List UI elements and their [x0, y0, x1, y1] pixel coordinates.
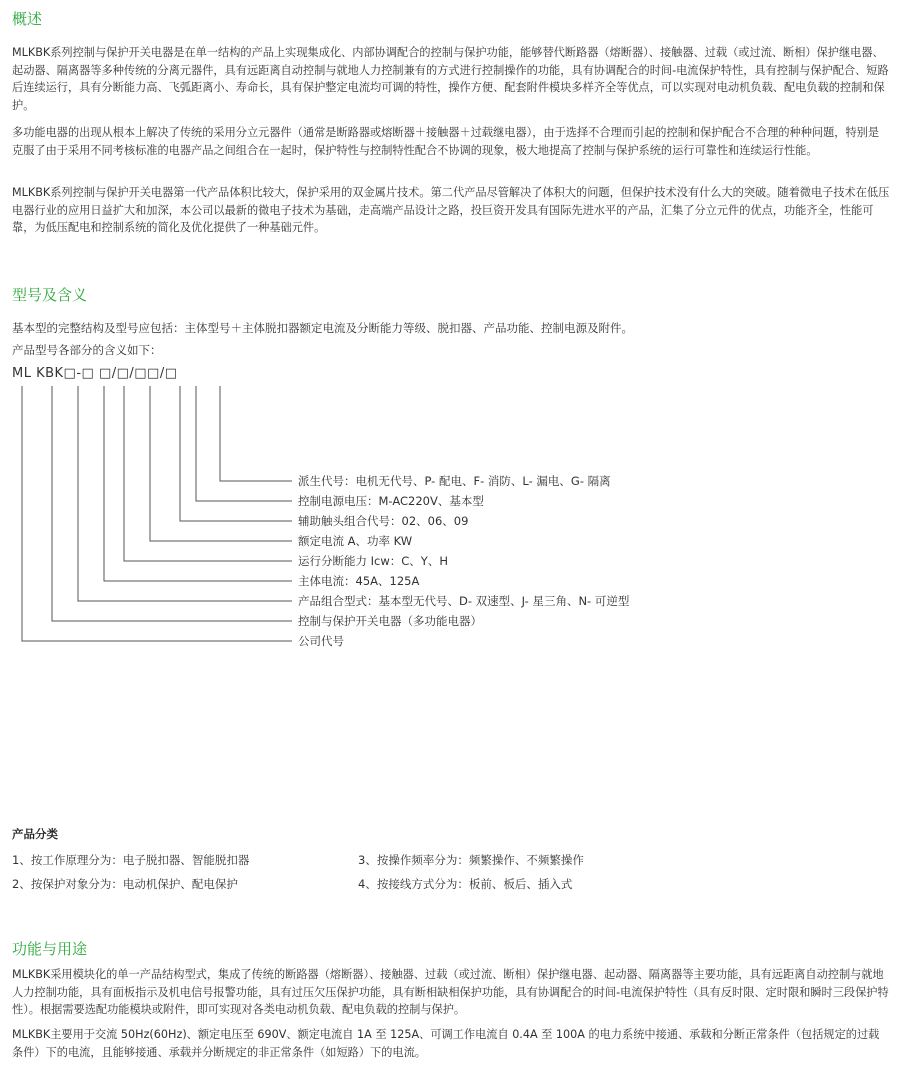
overview-paragraph-1: MLKBK系列控制与保护开关电器是在单一结构的产品上实现集成化、内部协调配合的控制与保护功能，能够替代断路器（熔断器）、接触器、过载（或过流、断相）保护继电器、起动器、隔离器等多种传统的分离元器件，具有远距离自动控制与就地人力控制兼有的方式进行控制操作的功能，具有协调配合的时间-电流保护特性，具有控制与保护配合、短路后连续运行，具有分断能力高、飞弧距离小、寿命长，具有保护整定电流均可调的特性，操作方便、配套附件模块多样齐全等优点，可以实现对电动机负载、配电负载的控制和保护。 [12, 46, 889, 112]
label-aux-contact: 辅助触头组合代号：02、06、09 [298, 514, 469, 528]
model-heading: 型号及含义 [12, 286, 88, 304]
label-product-name: 控制与保护开关电器（多功能电器） [298, 614, 482, 628]
label-derived-code: 派生代号：电机无代号、P- 配电、F- 消防、L- 漏电、G- 隔离 [298, 474, 611, 488]
classification-item-1: 1、按工作原理分为：电子脱扣器、智能脱扣器 [12, 853, 250, 867]
function-heading: 功能与用途 [12, 940, 88, 958]
classification-item-2: 2、按保护对象分为：电动机保护、配电保护 [12, 877, 238, 891]
classification-item-3: 3、按操作频率分为：频繁操作、不频繁操作 [358, 853, 584, 867]
overview-heading: 概述 [12, 10, 43, 28]
model-code: ML KBK□-□ □/□/□□/□ [12, 366, 178, 381]
label-company-code: 公司代号 [298, 634, 344, 648]
label-main-current: 主体电流：45A、125A [298, 574, 420, 588]
overview-paragraph-2: 多功能电器的出现从根本上解决了传统的采用分立元器件（通常是断路器或熔断器＋接触器＋过载继电器），由于选择不合理而引起的控制和保护配合不合理的种种问题，特别是克服了由于采用不同考核标准的电器产品之间组合在一起时，保护特性与控制特性配合不协调的现象，极大地提高了控制与保护系统的运行可靠性和连续运行性能。 [12, 126, 880, 157]
label-combination-type: 产品组合型式：基本型无代号、D- 双速型、J- 星三角、N- 可逆型 [298, 594, 630, 608]
model-code-diagram [0, 360, 720, 660]
function-paragraph-1: MLKBK采用模块化的单一产品结构型式，集成了传统的断路器（熔断器）、接触器、过载（或过流、断相）保护继电器、起动器、隔离器等主要功能，具有远距离自动控制与就地人力控制功能，具有面板指示及机电信号报警功能，具有过压欠压保护功能，具有断相缺相保护功能，具有协调配合的时间-电流保护特性（具有反时限、定时限和瞬时三段保护特性）。根据需要选配功能模块或附件，即可实现对各类电动机负载、配电负载的控制与保护。 [12, 968, 889, 1016]
model-intro-1: 基本型的完整结构及型号应包括：主体型号＋主体脱扣器额定电流及分断能力等级、脱扣器、产品功能、控制电源及附件。 [12, 321, 633, 335]
model-intro-2: 产品型号各部分的含义如下： [12, 343, 162, 357]
function-paragraph-2: MLKBK主要用于交流 50Hz(60Hz)、额定电压至 690V、额定电流自 1A 至 125A、可调工作电流自 0.4A 至 100A 的电力系统中接通、承载和分断正常条件（包括规定的过载条件）下的电流，且能够接通、承载并分断规定的非正常条件（如短路）下的电流。 [12, 1028, 880, 1059]
label-control-voltage: 控制电源电压：M-AC220V、基本型 [298, 494, 484, 508]
classification-heading: 产品分类 [12, 827, 58, 841]
overview-paragraph-3: MLKBK系列控制与保护开关电器第一代产品体积比较大，保护采用的双金属片技术。第二代产品尽管解决了体积大的问题，但保护技术没有什么大的突破。随着微电子技术在低压电器行业的应用日益扩大和加深，本公司以最新的微电子技术为基础，走高端产品设计之路，投巨资开发具有国际先进水平的产品，汇集了分立元件的优点，功能齐全，性能可靠，为低压配电和控制系统的简化及优化提供了一种基础元件。 [12, 186, 890, 234]
classification-item-4: 4、按接线方式分为：板前、板后、插入式 [358, 877, 573, 891]
label-rated-current: 额定电流 A、功率 KW [298, 534, 413, 548]
label-breaking-capacity: 运行分断能力 Icw：C、Y、H [298, 554, 448, 568]
